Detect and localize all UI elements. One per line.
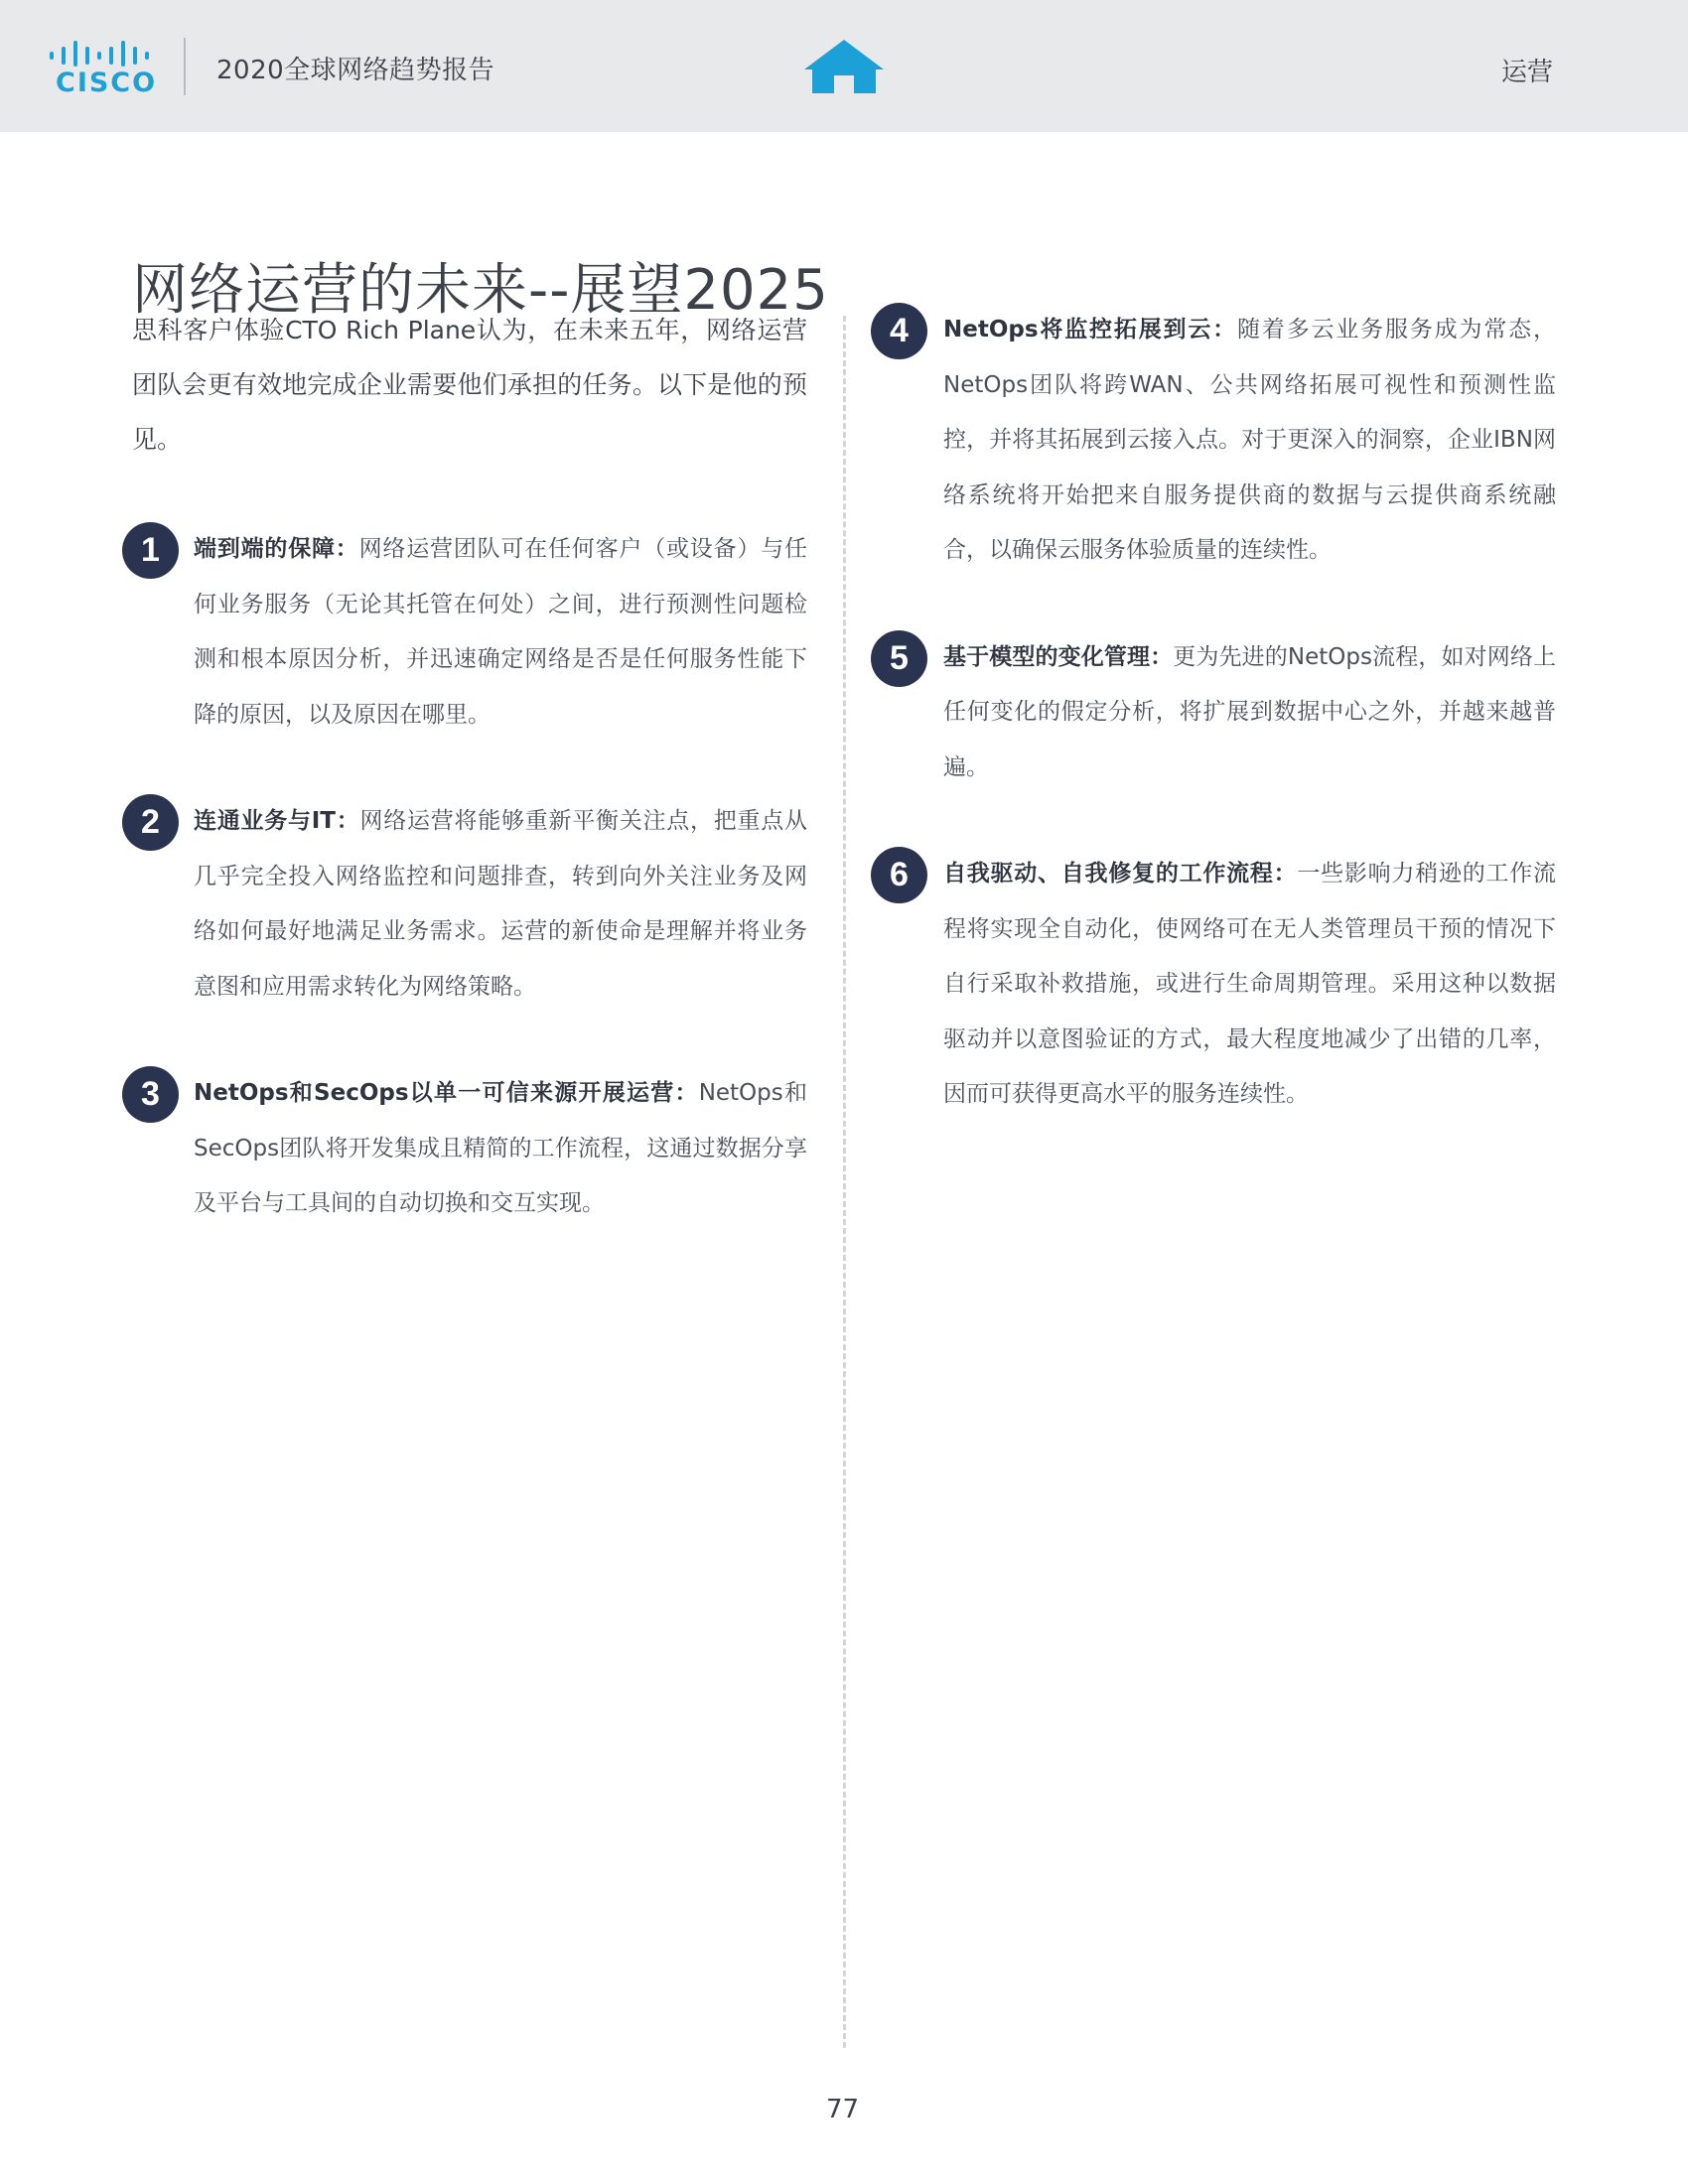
item-text <box>194 522 807 743</box>
column-divider <box>843 316 846 2048</box>
item-number-badge: 1 <box>122 522 179 579</box>
item-text <box>194 1066 807 1232</box>
item-text <box>943 630 1556 796</box>
item-heading: NetOps将监控拓展到云： <box>943 317 1238 342</box>
item-text <box>943 847 1556 1123</box>
item-number-badge: 5 <box>871 630 927 687</box>
page-title: 网络运营的未来--展望2025 <box>132 257 829 323</box>
item-body: 一些影响力稍逊的工作流程将实现全自动化，使网络可在无人类管理员干预的情况下自行采取补救措施，或进行生命周期管理。采用这种以数据驱动并以意图验证的方式，最大程度地减少了出错的几率，因而可获得更高水平的服务连续性。 <box>943 861 1557 1107</box>
list-item <box>132 794 807 1015</box>
item-heading: NetOps和SecOps以单一可信来源开展运营： <box>194 1080 699 1106</box>
list-item <box>871 303 1556 579</box>
list-item <box>871 630 1556 796</box>
item-heading: 基于模型的变化管理： <box>943 643 1174 670</box>
home-icon[interactable] <box>802 38 886 95</box>
list-item <box>132 522 807 743</box>
right-column <box>871 303 1556 1174</box>
item-number-badge: 2 <box>122 794 179 851</box>
header-divider <box>184 38 186 95</box>
item-heading: 自我驱动、自我修复的工作流程： <box>943 861 1298 887</box>
item-heading: 连通业务与IT： <box>194 808 360 834</box>
left-column <box>132 303 807 1284</box>
item-body: NetOps和SecOps团队将开发集成且精简的工作流程，这通过数据分享及平台与工具间的自动切换和交互实现。 <box>194 1080 807 1216</box>
item-number-badge: 3 <box>122 1066 179 1123</box>
page-number: 77 <box>826 2095 860 2124</box>
report-title: 2020全球网络趋势报告 <box>216 56 495 85</box>
cisco-logo[interactable] <box>48 40 159 97</box>
item-number-badge: 6 <box>871 847 927 903</box>
item-body: 网络运营团队可在任何客户（或设备）与任何业务服务（无论其托管在何处）之间，进行预测性问题检测和根本原因分析，并迅速确定网络是否是任何服务性能下降的原因，以及原因在哪里。 <box>194 536 808 728</box>
item-body: 更为先进的NetOps流程，如对网络上任何变化的假定分析，将扩展到数据中心之外，并越来越普遍。 <box>943 643 1557 780</box>
list-item <box>871 847 1556 1123</box>
item-heading: 端到端的保障： <box>194 536 359 562</box>
page-header <box>0 0 1688 132</box>
item-body: 网络运营将能够重新平衡关注点，把重点从几乎完全投入网络监控和问题排查，转到向外关注业务及网络如何最好地满足业务需求。运营的新使命是理解并将业务意图和应用需求转化为网络策略。 <box>194 808 807 1000</box>
item-number-badge: 4 <box>871 303 927 359</box>
item-text <box>194 794 807 1015</box>
section-label[interactable]: 运营 <box>1501 58 1554 87</box>
list-item <box>132 1066 807 1232</box>
item-body: 随着多云业务服务成为常态，NetOps团队将跨WAN、公共网络拓展可视性和预测性监控，并将其拓展到云接入点。对于更深入的洞察，企业IBN网络系统将开始把来自服务提供商的数据与云提供商系统融合，以确保云服务体验质量的连续性。 <box>943 317 1556 563</box>
cisco-bars-icon <box>48 40 159 68</box>
item-text <box>943 303 1556 579</box>
cisco-wordmark: CISCO <box>56 68 158 98</box>
intro-paragraph: 思科客户体验CTO Rich Plane认为，在未来五年，网络运营团队会更有效地完成企业需要他们承担的任务。以下是他的预见。 <box>132 316 807 454</box>
